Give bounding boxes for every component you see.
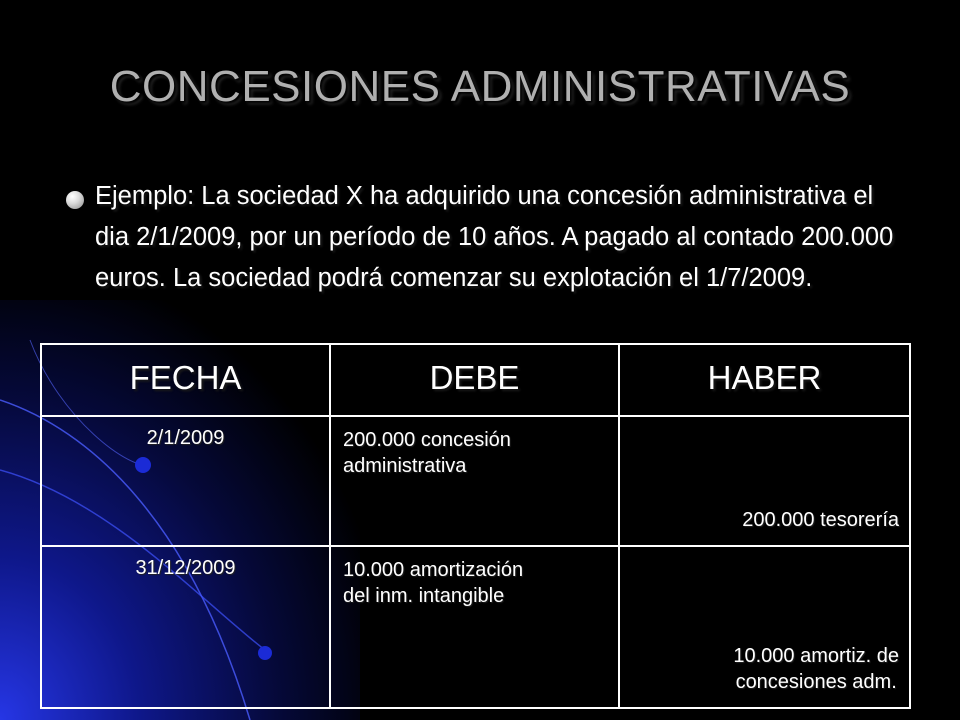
bullet-icon (66, 191, 84, 209)
haber-line: 10.000 amortiz. de (733, 645, 899, 667)
header-debe: DEBE (330, 344, 619, 416)
cell-fecha: 2/1/2009 (41, 416, 330, 546)
bullet-text: Ejemplo: La sociedad X ha adquirido una concesión administrativa el dia 2/1/2009, por un período de 10 años. A pagado al contado 200.000 euros. La sociedad podrá comenzar su explotación el 1/7/2009. (95, 182, 894, 292)
debe-line: del inm. intangible (343, 585, 505, 607)
header-fecha: FECHA (41, 344, 330, 416)
haber-line: concesiones adm. (735, 671, 897, 693)
cell-debe (330, 546, 619, 708)
debe-line: 10.000 amortización (343, 559, 524, 581)
header-haber: HABER (619, 344, 910, 416)
slide-title: CONCESIONES ADMINISTRATIVAS (109, 62, 851, 111)
haber-text (733, 643, 899, 695)
journal-table (40, 343, 911, 709)
haber-text (742, 507, 899, 533)
bullet-paragraph (58, 176, 898, 299)
debe-line: administrativa (343, 455, 467, 477)
haber-line: 200.000 tesorería (742, 509, 899, 531)
cell-haber (619, 416, 910, 546)
debe-line: 200.000 concesión (343, 429, 511, 451)
cell-haber (619, 546, 910, 708)
table-header-row (41, 344, 910, 416)
table-row (41, 546, 910, 708)
cell-fecha: 31/12/2009 (41, 546, 330, 708)
cell-debe (330, 416, 619, 546)
table-row (41, 416, 910, 546)
